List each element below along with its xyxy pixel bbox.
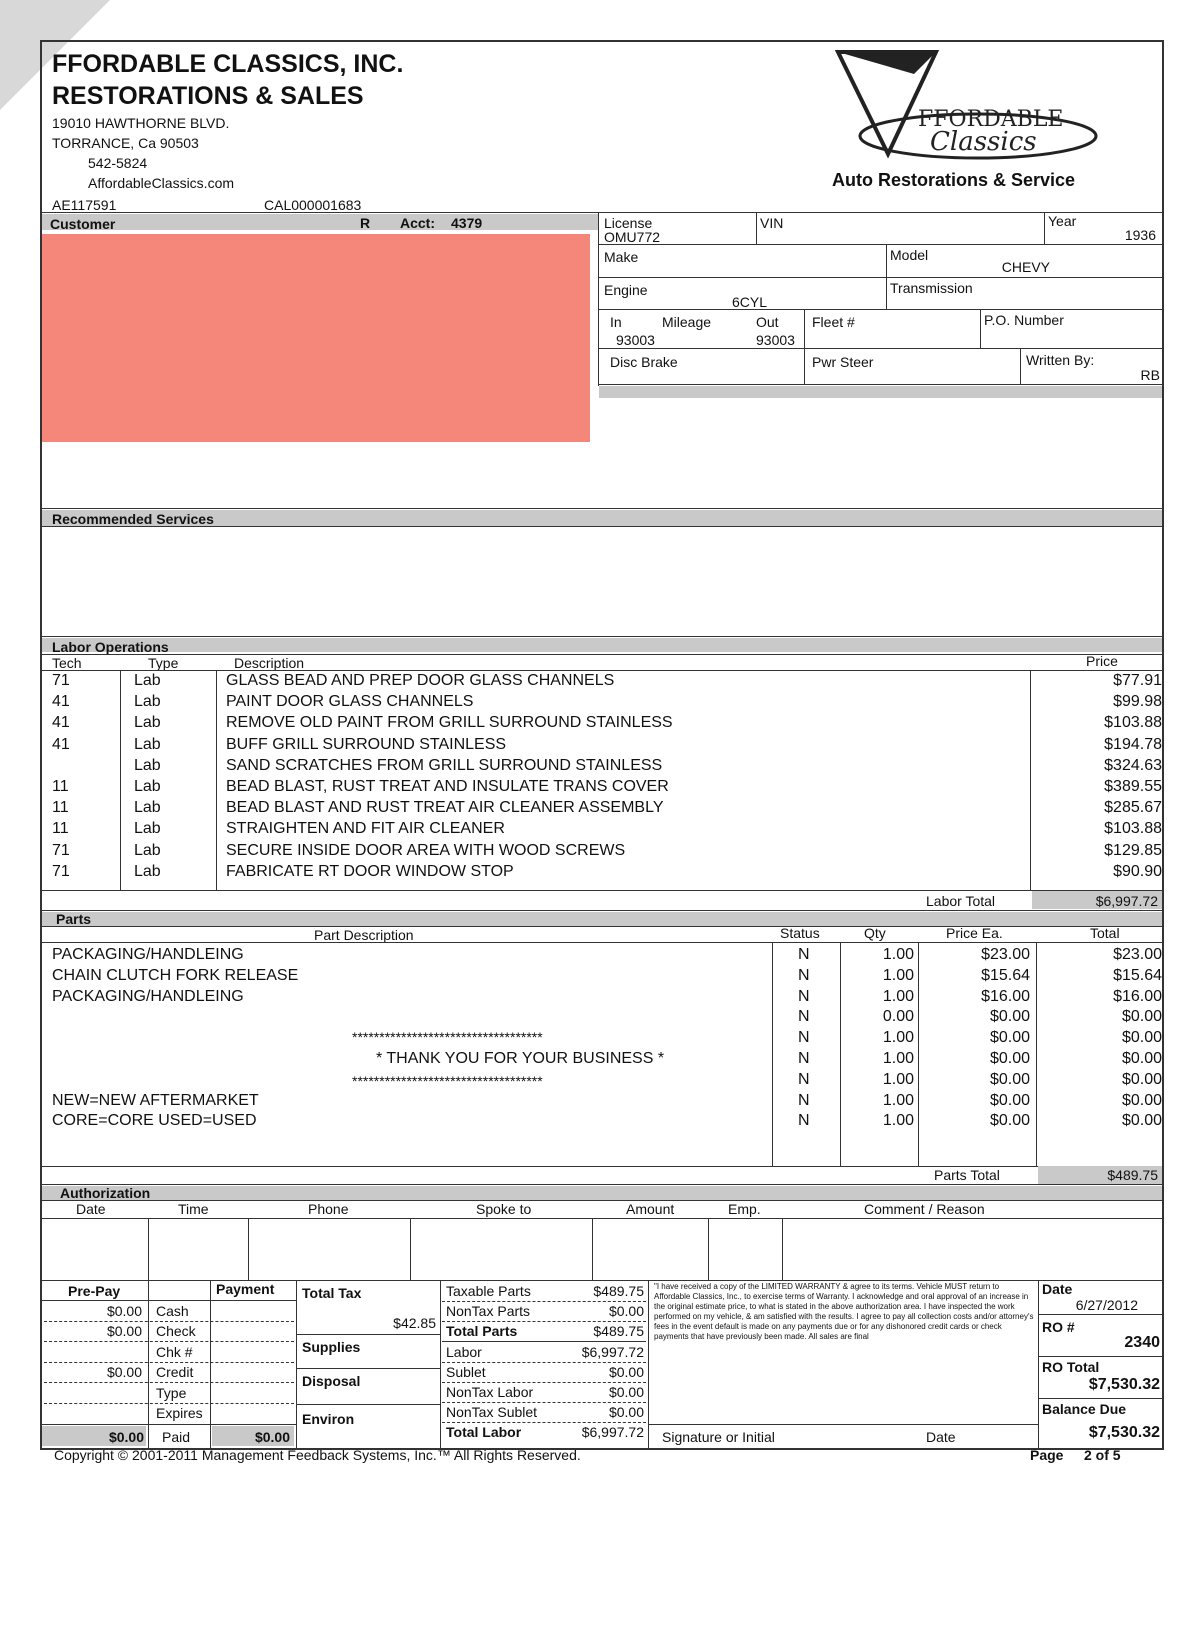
balance-due-value: $7,530.32 [1088, 1424, 1160, 1441]
part-line-total: $23.00 [1113, 946, 1162, 963]
thank-you-border-bottom: *********************************** [352, 1073, 543, 1089]
labor-price: $129.85 [1104, 841, 1162, 859]
license-value: OMU772 [604, 229, 661, 245]
signature-date-label: Date [926, 1429, 956, 1445]
parts-header-qty: Qty [864, 925, 886, 941]
company-phone: 542-5824 [88, 155, 148, 171]
labor-tech: 41 [52, 714, 70, 732]
company-subtitle: RESTORATIONS & SALES [52, 82, 364, 110]
labor-description: SAND SCRATCHES FROM GRILL SURROUND STAINLESS [226, 756, 663, 774]
summary-label: Sublet [446, 1363, 486, 1380]
summary-label: NonTax Labor [446, 1384, 534, 1400]
labor-description: BUFF GRILL SURROUND STAINLESS [226, 735, 507, 753]
part-status: N [798, 1091, 810, 1109]
parts-header-description: Part Description [314, 927, 414, 943]
ro-number-label: RO # [1042, 1319, 1075, 1335]
part-description: PACKAGING/HANDLEING [52, 987, 244, 1005]
part-quantity: 1.00 [882, 1112, 914, 1130]
labor-price: $90.90 [1113, 862, 1162, 880]
labor-description: STRAIGHTEN AND FIT AIR CLEANER [226, 820, 505, 838]
part-quantity: 0.00 [882, 1008, 914, 1026]
payment-method-label: Cash [156, 1303, 189, 1319]
labor-tech: 11 [52, 799, 69, 817]
part-status: N [798, 1070, 810, 1088]
engine-value: 6CYL [732, 294, 768, 310]
year-value: 1936 [1124, 227, 1156, 243]
prepay-label: Pre-Pay [68, 1283, 121, 1299]
labor-header-type: Type [148, 655, 179, 671]
paid-total: $0.00 [254, 1429, 290, 1445]
labor-type: Lab [134, 735, 161, 753]
labor-price: $103.88 [1104, 820, 1162, 838]
logo-script-text: Classics [930, 127, 1037, 157]
labor-price: $389.55 [1104, 778, 1162, 795]
labor-type: Lab [134, 841, 161, 859]
payment-method-label: Credit [156, 1364, 194, 1381]
labor-price: $103.88 [1104, 714, 1162, 732]
labor-total-value: $6,997.72 [1095, 893, 1158, 909]
mileage-in-value: 93003 [616, 332, 655, 348]
part-description: NEW=NEW AFTERMARKET [52, 1091, 259, 1109]
part-description: CORE=CORE USED=USED [52, 1112, 257, 1130]
prepay-amount: $0.00 [106, 1323, 142, 1340]
auth-header-comment: Comment / Reason [864, 1201, 985, 1217]
vin-label: VIN [760, 215, 784, 231]
engine-label: Engine [604, 282, 648, 298]
company-id-ae: AE117591 [52, 197, 117, 213]
summary-value: $0.00 [608, 1384, 644, 1400]
copyright-notice: Copyright © 2001-2011 Management Feedback Systems, Inc.™ All Rights Reserved. [54, 1447, 581, 1463]
part-line-total: $0.00 [1121, 1008, 1162, 1026]
ro-number-value: 2340 [1124, 1334, 1160, 1351]
part-description: CHAIN CLUTCH FORK RELEASE [52, 966, 299, 984]
labor-type: Lab [134, 693, 161, 711]
account-number: 4379 [451, 215, 483, 231]
labor-price: $285.67 [1104, 799, 1162, 817]
prepay-amount: $0.00 [106, 1303, 142, 1319]
part-price-each: $0.00 [989, 1008, 1030, 1026]
customer-type: R [360, 215, 371, 231]
summary-value: $0.00 [608, 1363, 644, 1380]
company-address-line2: TORRANCE, Ca 90503 [52, 135, 199, 151]
summary-label: Taxable Parts [446, 1283, 531, 1299]
labor-description: BEAD BLAST, RUST TREAT AND INSULATE TRANS COVER [226, 778, 669, 795]
labor-description: FABRICATE RT DOOR WINDOW STOP [226, 862, 514, 880]
part-description: PACKAGING/HANDLEING [52, 946, 244, 963]
license-label: License [604, 215, 653, 231]
labor-tech: 71 [52, 862, 70, 880]
part-line-total: $0.00 [1121, 1112, 1162, 1130]
total-tax-label: Total Tax [302, 1285, 362, 1301]
auth-header-employee: Emp. [728, 1201, 761, 1217]
labor-description: REMOVE OLD PAINT FROM GRILL SURROUND STAINLESS [226, 714, 673, 732]
part-quantity: 1.00 [882, 1091, 914, 1109]
labor-description: BEAD BLAST AND RUST TREAT AIR CLEANER ASSEMBLY [226, 799, 664, 817]
part-quantity: 1.00 [882, 946, 914, 963]
parts-header-total: Total [1090, 925, 1120, 941]
auth-header-amount: Amount [626, 1201, 675, 1217]
labor-price: $77.91 [1113, 672, 1162, 689]
order-date-value: 6/27/2012 [1075, 1297, 1138, 1313]
account-label: Acct: [400, 215, 436, 231]
prepay-amount: $0.00 [106, 1364, 142, 1381]
company-address-line1: 19010 HAWTHORNE BLVD. [52, 115, 230, 131]
labor-tech: 41 [52, 735, 70, 753]
part-price-each: $0.00 [989, 1050, 1030, 1067]
total-tax-value: $42.85 [393, 1315, 436, 1331]
labor-type: Lab [134, 756, 161, 774]
model-label: Model [890, 247, 929, 263]
mileage-out-value: 93003 [756, 332, 795, 348]
auth-header-phone: Phone [308, 1201, 349, 1217]
auth-header-date: Date [76, 1201, 106, 1217]
labor-type: Lab [134, 862, 161, 880]
part-quantity: 1.00 [882, 1029, 914, 1047]
part-status: N [798, 966, 810, 984]
part-price-each: $0.00 [989, 1112, 1030, 1130]
part-line-total: $0.00 [1121, 1029, 1162, 1047]
labor-tech: 71 [52, 841, 70, 859]
labor-total-label: Labor Total [926, 893, 996, 909]
part-quantity: 1.00 [882, 1070, 914, 1088]
part-status: N [798, 1029, 810, 1047]
summary-label: NonTax Parts [446, 1303, 531, 1320]
parts-label: Parts [56, 911, 92, 927]
power-steering-label: Pwr Steer [812, 354, 874, 370]
labor-type: Lab [134, 714, 161, 732]
auth-header-spoke-to: Spoke to [476, 1201, 532, 1217]
written-by-label: Written By: [1026, 352, 1095, 368]
mileage-label: Mileage [662, 314, 712, 330]
written-by-value: RB [1140, 367, 1160, 383]
parts-total-label: Parts Total [934, 1167, 1000, 1183]
labor-tech: 41 [52, 693, 70, 711]
part-quantity: 1.00 [882, 1050, 914, 1067]
transmission-label: Transmission [890, 280, 973, 296]
mileage-out-label: Out [756, 314, 779, 330]
part-status: N [798, 946, 810, 963]
parts-total-value: $489.75 [1107, 1167, 1158, 1183]
part-price-each: $15.64 [981, 966, 1030, 984]
summary-value: $489.75 [593, 1283, 644, 1299]
recommended-services-label: Recommended Services [52, 511, 214, 527]
po-number-label: P.O. Number [984, 312, 1064, 328]
company-name: FFORDABLE CLASSICS, INC. [52, 50, 404, 78]
labor-tech: 71 [52, 672, 70, 689]
page-number: 2 of 5 [1084, 1447, 1121, 1463]
labor-price: $324.63 [1104, 756, 1162, 774]
environ-label: Environ [302, 1411, 355, 1427]
part-price-each: $0.00 [989, 1091, 1030, 1109]
part-status: N [798, 987, 810, 1005]
prepay-total: $0.00 [108, 1429, 144, 1445]
summary-label: Total Labor [446, 1424, 522, 1441]
part-status: N [798, 1050, 810, 1067]
labor-description: SECURE INSIDE DOOR AREA WITH WOOD SCREWS [226, 841, 626, 859]
labor-operations-label: Labor Operations [52, 639, 169, 655]
signature-label: Signature or Initial [662, 1429, 775, 1445]
payment-method-label: Chk # [156, 1343, 193, 1360]
order-date-label: Date [1042, 1281, 1073, 1297]
labor-type: Lab [134, 672, 161, 689]
company-website: AffordableClassics.com [88, 175, 235, 191]
part-line-total: $16.00 [1113, 987, 1162, 1005]
authorization-label: Authorization [60, 1185, 151, 1201]
summary-label: Total Parts [446, 1323, 518, 1340]
page-label: Page [1030, 1447, 1064, 1463]
labor-price: $194.78 [1104, 735, 1162, 753]
labor-description: PAINT DOOR GLASS CHANNELS [226, 693, 474, 711]
parts-header-price-each: Price Ea. [946, 925, 1003, 941]
summary-label: NonTax Sublet [446, 1404, 538, 1421]
labor-type: Lab [134, 799, 161, 817]
payment-method-label: Check [156, 1323, 196, 1340]
warranty-terms: "I have received a copy of the LIMITED WARRANTY & agree to its terms. Vehicle MUST return to Affordable Classics, Inc., to exercise terms of Warranty. I acknowledge and oral approval of an increase in the original estimate price, to what is stated in the above authorization area. I have inspected the work performed on my vehicle, & am satisfied with the results. I agree to pay all collection costs and/or attorney's fees in the event default is made on any payments due or for any dishonored credit cards or check payments that have previously been made. All sales are final [654, 1282, 1034, 1341]
year-label: Year [1048, 213, 1077, 229]
model-value: CHEVY [1001, 259, 1050, 275]
make-label: Make [604, 249, 639, 265]
payment-method-label: Type [156, 1384, 187, 1401]
labor-tech: 11 [52, 778, 69, 795]
thank-you-message: * THANK YOU FOR YOUR BUSINESS * [376, 1050, 665, 1067]
part-quantity: 1.00 [882, 966, 914, 984]
part-status: N [798, 1112, 810, 1130]
paid-label: Paid [162, 1429, 191, 1445]
disposal-label: Disposal [302, 1373, 361, 1389]
balance-due-label: Balance Due [1042, 1401, 1127, 1417]
logo-tagline: Auto Restorations & Service [832, 170, 1076, 190]
summary-value: $6,997.72 [581, 1343, 644, 1360]
part-line-total: $15.64 [1113, 966, 1162, 984]
summary-value: $489.75 [593, 1323, 644, 1340]
part-line-total: $0.00 [1121, 1091, 1162, 1109]
supplies-label: Supplies [302, 1339, 361, 1355]
labor-header-tech: Tech [52, 655, 82, 671]
redacted-customer-info [42, 234, 310, 442]
customer-label: Customer [50, 216, 116, 232]
disc-brake-label: Disc Brake [610, 354, 678, 370]
summary-label: Labor [446, 1343, 482, 1360]
part-price-each: $16.00 [981, 987, 1030, 1005]
labor-tech: 11 [52, 820, 69, 838]
labor-header-price: Price [1086, 653, 1118, 669]
part-price-each: $0.00 [989, 1070, 1030, 1088]
parts-header-status: Status [780, 925, 820, 941]
labor-header-description: Description [234, 655, 305, 671]
mileage-in-label: In [610, 314, 622, 330]
summary-value: $0.00 [608, 1404, 644, 1421]
part-line-total: $0.00 [1121, 1050, 1162, 1067]
logo-wordmark-text: FFORDABLE [918, 107, 1064, 132]
fleet-label: Fleet # [812, 314, 855, 330]
part-price-each: $23.00 [981, 946, 1030, 963]
ro-total-label: RO Total [1042, 1359, 1100, 1375]
auth-header-time: Time [178, 1201, 209, 1217]
part-price-each: $0.00 [989, 1029, 1030, 1047]
summary-value: $0.00 [608, 1303, 644, 1320]
labor-type: Lab [134, 820, 161, 838]
part-line-total: $0.00 [1121, 1070, 1162, 1088]
part-status: N [798, 1008, 810, 1026]
ro-total-value: $7,530.32 [1088, 1376, 1160, 1393]
payment-label: Payment [216, 1281, 275, 1297]
redacted-customer-info [310, 234, 590, 442]
labor-type: Lab [134, 778, 161, 795]
part-quantity: 1.00 [882, 987, 914, 1005]
payment-method-label: Expires [156, 1405, 203, 1421]
labor-price: $99.98 [1113, 693, 1162, 711]
company-id-cal: CAL000001683 [264, 197, 362, 213]
labor-description: GLASS BEAD AND PREP DOOR GLASS CHANNELS [226, 672, 615, 689]
thank-you-border-top: *********************************** [352, 1029, 543, 1045]
summary-value: $6,997.72 [581, 1424, 644, 1441]
